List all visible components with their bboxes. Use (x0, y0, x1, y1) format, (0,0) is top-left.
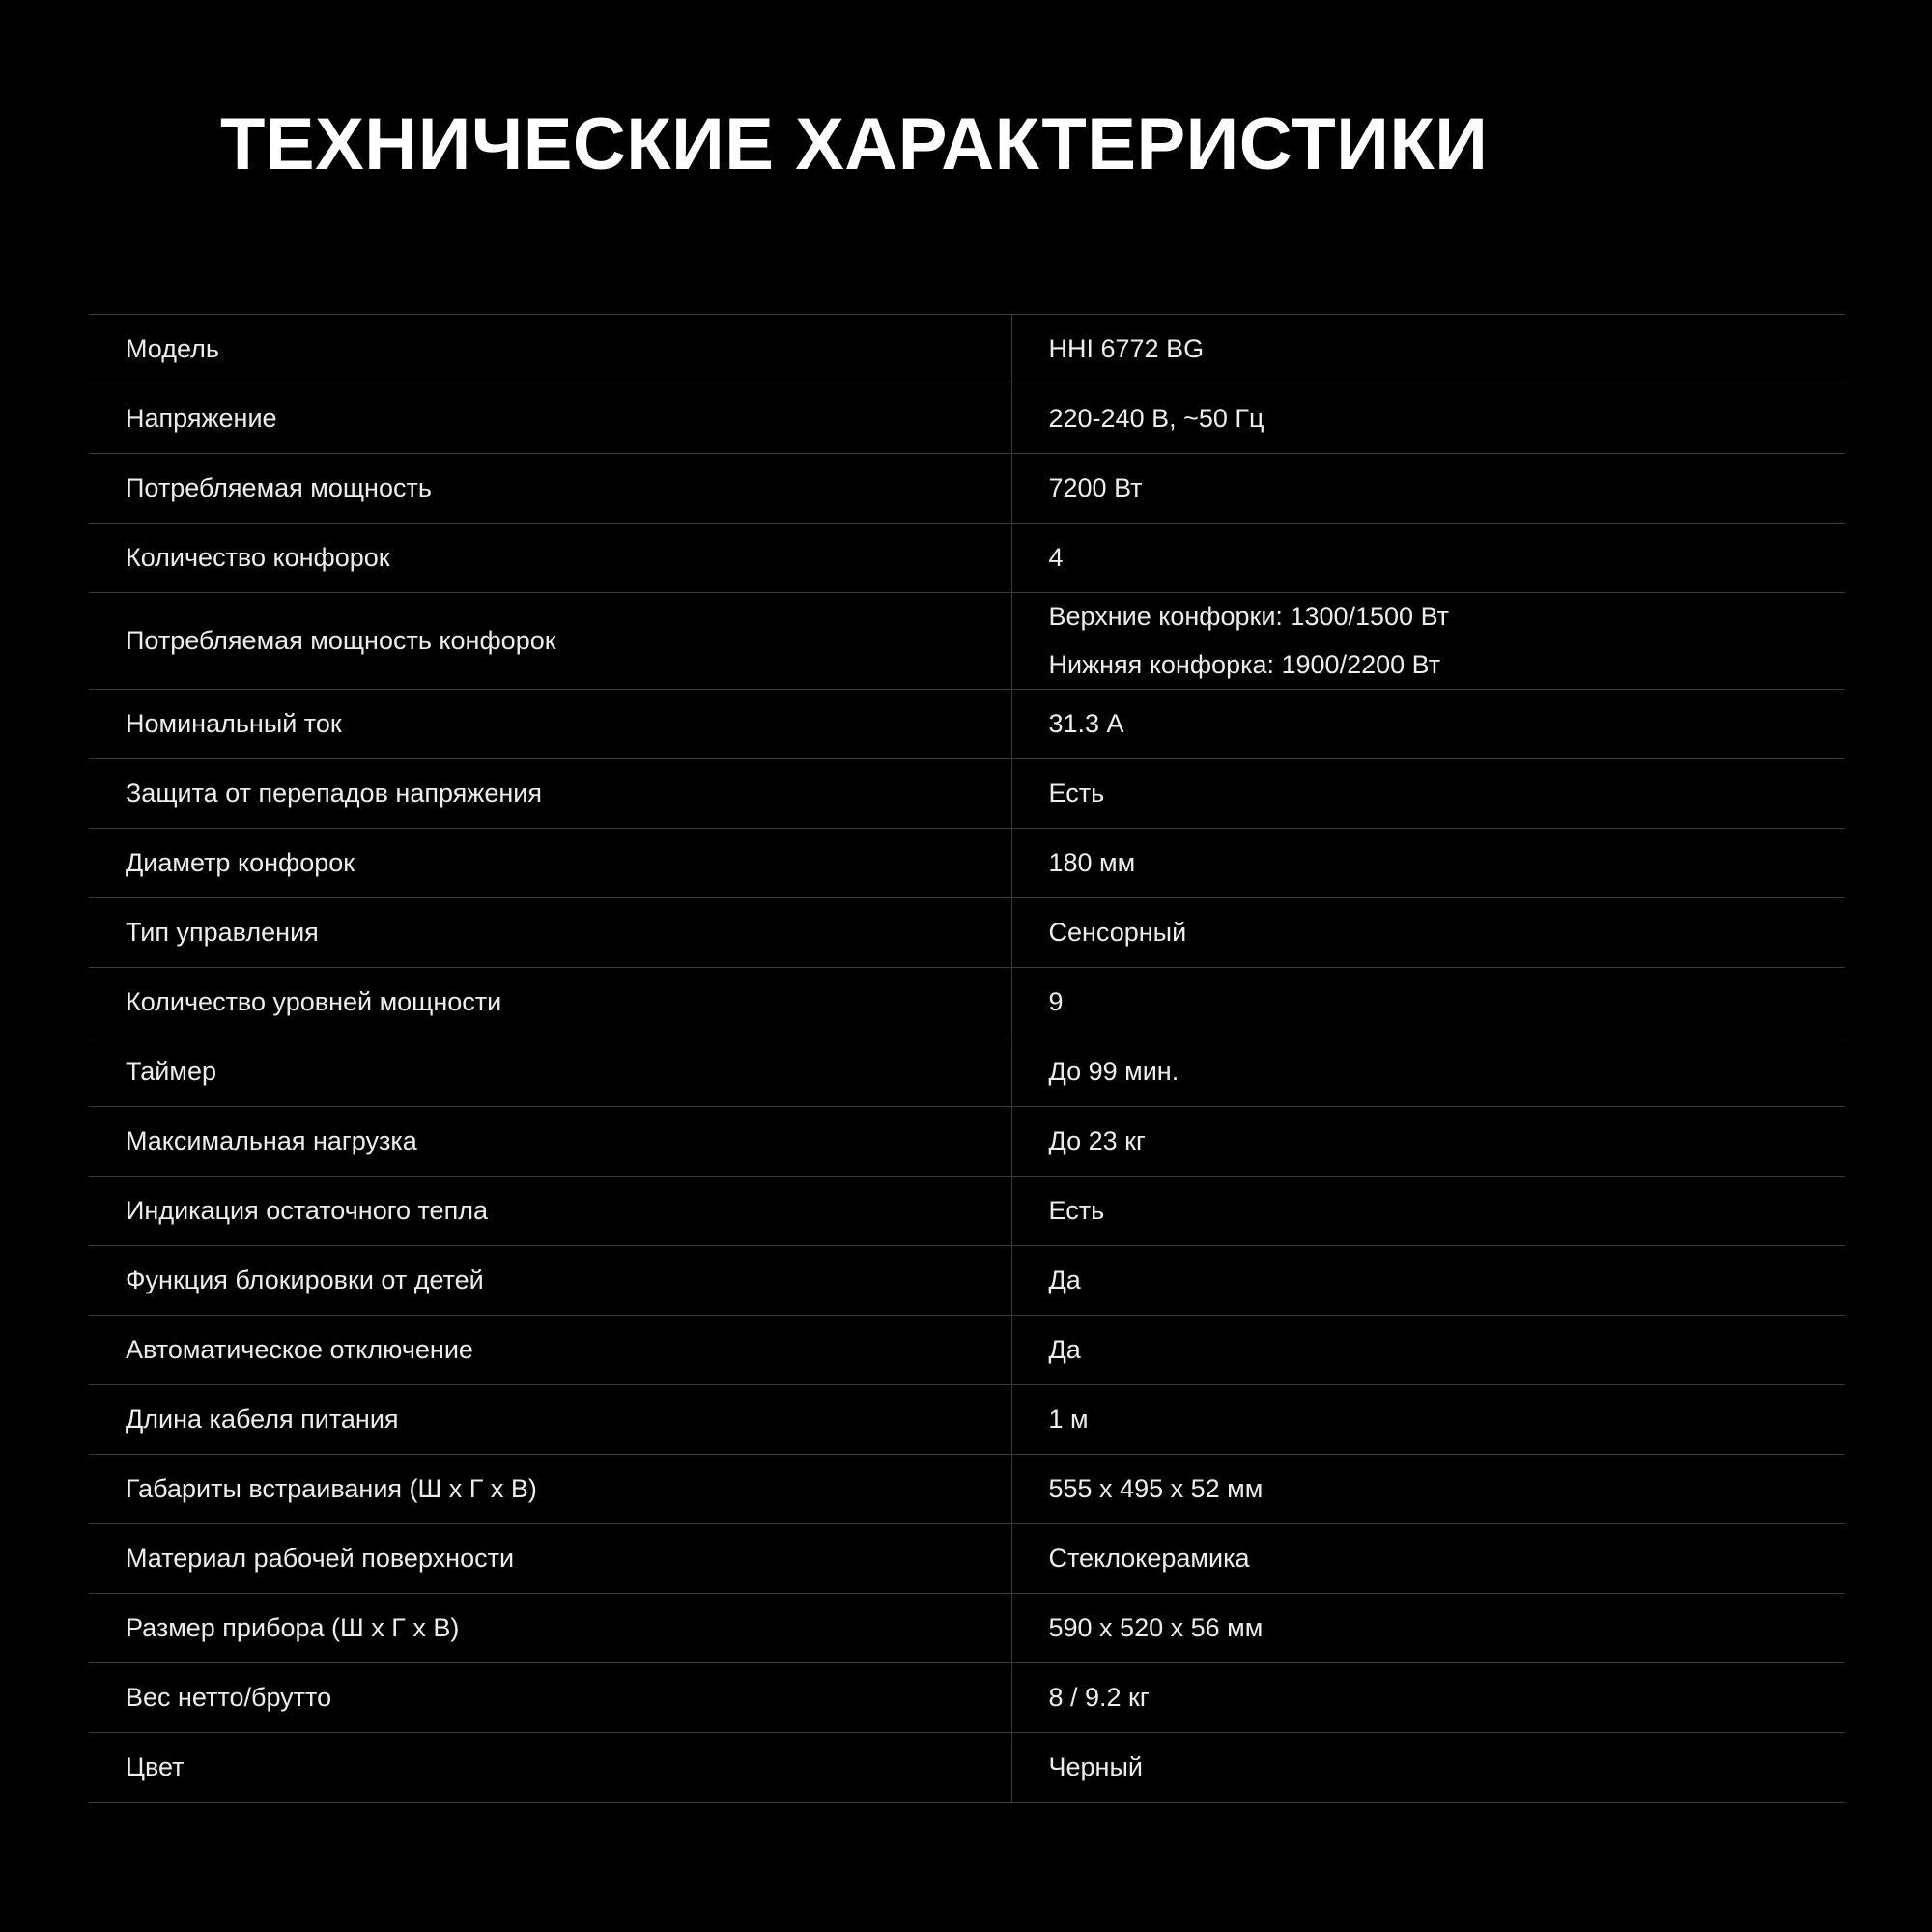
table-row (89, 524, 1845, 593)
table-row (89, 1733, 1845, 1803)
table-row (89, 1594, 1845, 1663)
spec-value: Стеклокерамика (1048, 1543, 1250, 1573)
spec-label: Количество уровней мощности (89, 968, 1011, 1037)
table-row (89, 1316, 1845, 1385)
page-title: ТЕХНИЧЕСКИЕ ХАРАКТЕРИСТИКИ (220, 103, 1489, 185)
spec-value: 220-240 В, ~50 Гц (1048, 403, 1264, 433)
table-row (89, 1663, 1845, 1733)
spec-label: Габариты встраивания (Ш х Г х В) (89, 1455, 1011, 1524)
spec-value (1011, 593, 1845, 690)
table-row (89, 1455, 1845, 1524)
specifications-table (89, 314, 1845, 1803)
spec-label: Размер прибора (Ш х Г х В) (89, 1594, 1011, 1663)
spec-value: 590 х 520 х 56 мм (1048, 1612, 1264, 1642)
spec-label: Вес нетто/брутто (89, 1663, 1011, 1733)
spec-value: Сенсорный (1048, 917, 1187, 947)
spec-label: Потребляемая мощность конфорок (89, 593, 1011, 690)
spec-label: Таймер (89, 1037, 1011, 1107)
spec-value-line: Нижняя конфорка: 1900/2200 Вт (1048, 649, 1441, 679)
spec-value: 31.3 А (1048, 708, 1124, 738)
spec-value: 9 (1048, 986, 1064, 1016)
spec-label: Диаметр конфорок (89, 829, 1011, 898)
spec-label: Цвет (89, 1733, 1011, 1803)
spec-label: Функция блокировки от детей (89, 1246, 1011, 1316)
table-row (89, 1107, 1845, 1177)
table-row (89, 968, 1845, 1037)
spec-label: Тип управления (89, 898, 1011, 968)
table-row (89, 1177, 1845, 1246)
spec-label: Потребляемая мощность (89, 454, 1011, 524)
table-row (89, 898, 1845, 968)
spec-value: Есть (1048, 778, 1105, 808)
spec-value: До 99 мин. (1048, 1056, 1179, 1086)
table-row (89, 315, 1845, 384)
spec-value-line: Верхние конфорки: 1300/1500 Вт (1048, 602, 1450, 632)
spec-value: Да (1048, 1334, 1081, 1364)
table-row (89, 454, 1845, 524)
table-row (89, 829, 1845, 898)
spec-value: До 23 кг (1048, 1125, 1146, 1155)
specifications-table-body (89, 315, 1845, 1803)
spec-label: Напряжение (89, 384, 1011, 454)
spec-value: Да (1048, 1264, 1081, 1294)
spec-value: Есть (1048, 1195, 1105, 1225)
table-row (89, 384, 1845, 454)
spec-label: Номинальный ток (89, 690, 1011, 759)
spec-label: Количество конфорок (89, 524, 1011, 593)
spec-value: 1 м (1048, 1404, 1089, 1434)
spec-value: 8 / 9.2 кг (1048, 1682, 1150, 1712)
spec-value: Черный (1048, 1751, 1143, 1781)
spec-value: 180 мм (1048, 847, 1136, 877)
spec-label: Максимальная нагрузка (89, 1107, 1011, 1177)
spec-value: 555 х 495 х 52 мм (1048, 1473, 1264, 1503)
spec-label: Индикация остаточного тепла (89, 1177, 1011, 1246)
table-row (89, 593, 1845, 690)
table-row (89, 1524, 1845, 1594)
table-row (89, 1246, 1845, 1316)
table-row (89, 759, 1845, 829)
spec-label: Автоматическое отключение (89, 1316, 1011, 1385)
table-row (89, 1037, 1845, 1107)
spec-value: 4 (1048, 542, 1064, 572)
table-row (89, 690, 1845, 759)
table-row (89, 1385, 1845, 1455)
spec-label: Материал рабочей поверхности (89, 1524, 1011, 1594)
spec-value: 7200 Вт (1048, 472, 1143, 502)
spec-value: HHI 6772 BG (1048, 333, 1205, 363)
spec-label: Длина кабеля питания (89, 1385, 1011, 1455)
spec-label: Модель (89, 315, 1011, 384)
spec-label: Защита от перепадов напряжения (89, 759, 1011, 829)
